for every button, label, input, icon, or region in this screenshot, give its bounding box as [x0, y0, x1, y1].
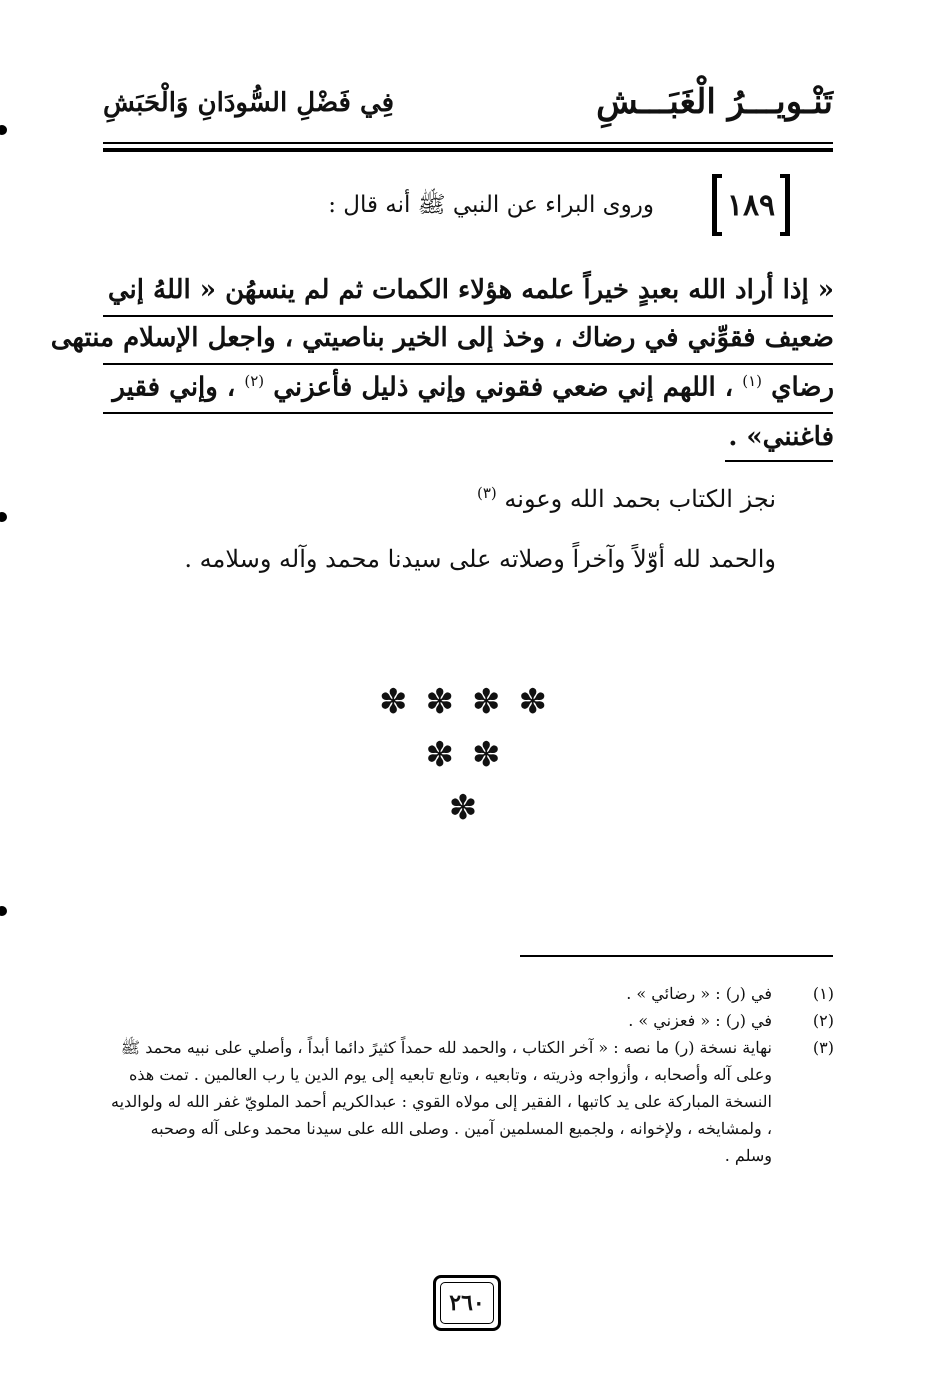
hadith-line-3-middle: ، اللهم إني ضعي فقوني وإني ذليل فأعزني: [273, 372, 734, 403]
hadith-number: ١٨٩: [712, 178, 790, 232]
margin-dot: [0, 125, 7, 135]
underline: [103, 363, 833, 365]
closing-line-2: والحمد لله أوّلاً وآخراً وصلاته على سيدنا محمد وآله وسلامه .: [184, 545, 776, 573]
hadith-line-3: [104, 372, 834, 403]
closing-line-1: [477, 484, 776, 513]
margin-dot: [0, 512, 7, 522]
footnote-number: (٢): [812, 1011, 834, 1030]
ornament-row-1: ✽✽✽✽: [379, 682, 565, 722]
hadith-line-3-end: ، وإني فقير: [112, 372, 236, 403]
hadith-line-2: ضعيف فقوِّني في رضاك ، وخذ إلى الخير بناصيتي ، واجعل الإسلام منتهى: [50, 323, 834, 353]
footnote-number: (٣): [812, 1038, 834, 1057]
header-rule-thick: [103, 148, 833, 152]
underline: [103, 315, 833, 317]
book-subtitle: فِي فَضْلِ السُّودَانِ وَالْحَبَشِ: [103, 88, 395, 118]
hadith-line-1: « إذا أراد الله بعبدٍ خيراً علمه هؤلاء الكمات ثم لم ينسهُن « اللهُ إني: [107, 275, 834, 305]
closing-text-1: نجز الكتاب بحمد الله وعونه: [504, 485, 776, 513]
page-number: ٢٦٠: [433, 1275, 501, 1331]
footnote-text: في (ر) : « رضائي » .: [626, 984, 772, 1003]
footnote-separator: [520, 955, 833, 957]
footnote-ref-3: (٣): [476, 484, 497, 502]
footnote-1: [109, 980, 834, 1007]
footnote-text: نهاية نسخة (ر) ما نصه : « آخر الكتاب ، والحمد لله حمداً كثيرً دائما أبداً ، وأصلي على نبيه محمد ﷺ وعلى آله وأصحابه ، وأزواجه وذريته ، وتابعيه ، وتابع تابعيه إلى يوم الدين يا رب العالمين . تمت هذه النسخة المباركة على يد كاتبها ، الفقير إلى مولاه القوي : عبدالكريم أحمد الملويّ غفر الله له ولوالديه ، ولمشايخه ، ولإخوانه ، ولجميع المسلمين آمين . وصلى الله على سيدنا محمد وعلى آله وصحبه وسلم .: [110, 1038, 772, 1165]
ornament-row-2: ✽✽: [425, 735, 519, 775]
footnote-text: في (ر) : « فعزني » .: [628, 1011, 772, 1030]
margin-dot: [0, 906, 7, 916]
footnote-3: [109, 1034, 834, 1169]
footnote-number: (١): [812, 984, 834, 1003]
underline: [103, 412, 833, 414]
footnote-2: [109, 1007, 834, 1034]
footnote-ref-1: (١): [742, 372, 763, 390]
hadith-intro: وروى البراء عن النبي ﷺ أنه قال :: [328, 192, 654, 218]
underline: [725, 460, 833, 462]
header-rule-thin: [103, 142, 833, 144]
ornament-row-3: ✽: [448, 788, 496, 828]
running-header: [103, 78, 833, 138]
hadith-line-3-start: رضاي: [771, 372, 834, 403]
footnote-ref-2: (٢): [244, 372, 265, 390]
book-title: تَنْـويـــرُ الْغَبَـــشِ: [596, 82, 833, 122]
hadith-line-4: فاغنني» .: [728, 422, 834, 452]
